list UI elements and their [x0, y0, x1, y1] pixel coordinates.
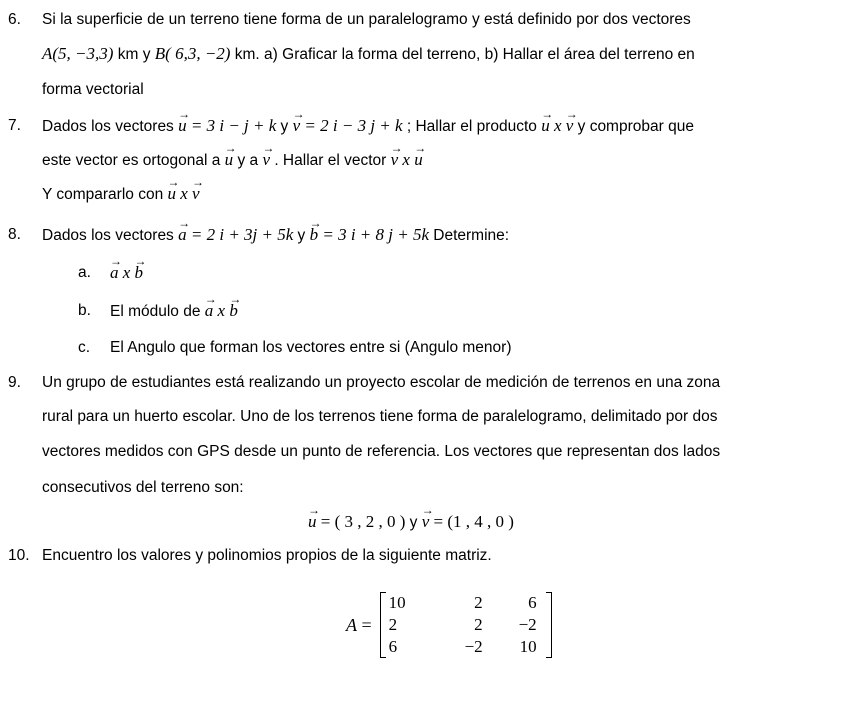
cross-symbol: x: [213, 301, 230, 320]
item-8b-letter: b.: [78, 302, 91, 319]
equation-u: = ( 3 , 2 , 0 ): [316, 512, 410, 531]
item-8-number: 8.: [8, 226, 21, 243]
text: este vector es ortogonal a: [42, 152, 225, 169]
text: y comprobar que: [573, 118, 694, 135]
item-6-line-2: [42, 44, 695, 65]
equation-v: = (1 , 4 , 0 ): [429, 512, 514, 531]
matrix-cell: 2: [388, 615, 398, 634]
point-a: A(5, −3,3): [42, 44, 114, 63]
matrix-cell: 10: [388, 593, 406, 612]
item-8a-letter: a.: [78, 264, 91, 281]
text: km y: [113, 46, 155, 63]
item-6-line-1: Si la superficie de un terreno tiene forma de un paralelogramo y está definido por dos vectores: [42, 11, 691, 28]
equation-v: = 2 i − 3 j + k: [300, 116, 407, 135]
vector-a: → a: [205, 301, 214, 321]
vector-u: → u: [168, 184, 177, 204]
vector-a: → a: [110, 263, 119, 283]
matrix-label: [346, 615, 372, 636]
matrix-cell: 10: [519, 637, 537, 656]
item-9-line-2: rural para un huerto escolar. Uno de los terrenos tiene forma de paralelogramo, delimitado por dos: [42, 408, 718, 425]
text: y: [297, 227, 310, 244]
equation-u: = 3 i − j + k: [186, 116, 281, 135]
item-9-line-3: vectores medidos con GPS desde un punto de referencia. Los vectores que representan dos lados: [42, 443, 721, 460]
vector-b: → b: [310, 225, 319, 245]
item-7-line-2: [42, 150, 423, 171]
item-9-number: 9.: [8, 374, 21, 391]
matrix-cell: 2: [474, 615, 483, 634]
item-7-number: 7.: [8, 117, 21, 134]
cross-symbol: x: [176, 184, 193, 203]
matrix-name: A: [346, 614, 357, 635]
vector-u: → u: [414, 150, 423, 170]
vector-u: → u: [178, 116, 187, 136]
text: Dados los vectores: [42, 227, 179, 244]
text: Y compararlo con: [42, 186, 168, 203]
vector-v: → v: [566, 116, 574, 136]
vector-v: → v: [391, 150, 399, 170]
item-9-line-1: Un grupo de estudiantes está realizando un proyecto escolar de medición de terrenos en una zona: [42, 374, 721, 391]
vector-v: → v: [192, 184, 200, 204]
text: km. a) Graficar la forma del terreno, b) Hallar el área del terreno en: [230, 46, 695, 63]
vector-a: → a: [178, 225, 187, 245]
text: ; Hallar el producto: [406, 118, 542, 135]
text: . Hallar el vector: [270, 152, 391, 169]
item-7-line-1: [42, 116, 694, 137]
cross-symbol: x: [549, 116, 566, 135]
text: y a: [233, 152, 263, 169]
equals-sign: =: [357, 614, 372, 635]
matrix-equation: [346, 592, 552, 658]
text: Determine:: [433, 227, 510, 244]
item-8-line-1: [42, 225, 509, 246]
vector-b: → b: [135, 263, 144, 283]
matrix-cell: −2: [518, 615, 537, 634]
equation-b: = 3 i + 8 j + 5k: [318, 225, 434, 244]
vector-v: → v: [293, 116, 301, 136]
text: y: [409, 514, 422, 531]
matrix-cell: 6: [528, 593, 537, 612]
text: El módulo de: [110, 303, 205, 320]
vector-u: → u: [308, 512, 317, 532]
matrix-cell: −2: [464, 637, 483, 656]
vector-v: → v: [422, 512, 430, 532]
item-8b-text: [110, 301, 238, 322]
item-7-line-3: [42, 184, 200, 205]
item-9-equation: [308, 512, 514, 533]
item-8c-letter: c.: [78, 339, 91, 356]
matrix: [380, 592, 552, 658]
vector-u: → u: [541, 116, 550, 136]
item-8c-text: El Angulo que forman los vectores entre si (Angulo menor): [110, 339, 512, 356]
vector-v: → v: [262, 150, 270, 170]
matrix-cell: 6: [388, 637, 398, 656]
text: Dados los vectores: [42, 118, 179, 135]
point-b: B( 6,3, −2): [154, 44, 231, 63]
cross-symbol: x: [118, 263, 135, 282]
item-10-number: 10.: [8, 547, 30, 564]
item-8a-text: [110, 263, 143, 284]
item-10-text: Encuentro los valores y polinomios propios de la siguiente matriz.: [42, 547, 492, 564]
item-9-line-4: consecutivos del terreno son:: [42, 479, 244, 496]
vector-b: → b: [229, 301, 238, 321]
equation-a: = 2 i + 3j + 5k: [186, 225, 298, 244]
matrix-cell: 2: [474, 593, 483, 612]
cross-symbol: x: [398, 150, 415, 169]
text: y: [280, 118, 293, 135]
item-6-line-3: forma vectorial: [42, 81, 144, 98]
item-6-number: 6.: [8, 11, 21, 28]
vector-u: → u: [225, 150, 234, 170]
